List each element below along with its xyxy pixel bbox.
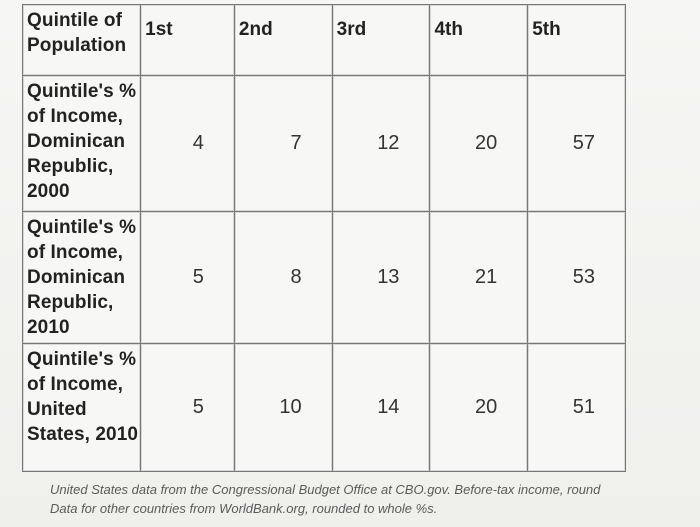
table-row [23, 344, 626, 472]
row-header-dr-2000 [23, 76, 141, 212]
column-header-label: 2nd [238, 19, 273, 40]
table-cell: 7 [234, 76, 332, 212]
table-cell: 4 [141, 76, 235, 212]
table-cell: 20 [430, 344, 528, 472]
table-cell: 8 [234, 212, 332, 344]
row-header-label: Quintile's % of Income, United States, 2010 [27, 349, 139, 445]
column-header-1st [141, 5, 235, 76]
corner-header-label: Quintile of Population [27, 10, 127, 56]
table-cell: 10 [234, 344, 332, 472]
table-cell: 12 [332, 76, 430, 212]
column-header-label: 4th [434, 19, 463, 40]
table-header-row [23, 5, 626, 76]
table-cell: 14 [332, 344, 430, 472]
corner-header-cell [23, 5, 141, 76]
table-cell: 5 [141, 212, 235, 344]
source-note [50, 480, 700, 518]
column-header-3rd [332, 5, 430, 76]
row-header-dr-2010 [23, 212, 141, 344]
row-header-label: Quintile's % of Income, Dominican Republic, 2010 [27, 217, 137, 338]
table-cell: 20 [430, 76, 528, 212]
table-cell: 51 [528, 344, 626, 472]
table-cell: 53 [528, 212, 626, 344]
row-header-label: Quintile's % of Income, Dominican Republic, 2000 [27, 81, 137, 202]
column-header-4th [430, 5, 528, 76]
column-header-5th [528, 5, 626, 76]
column-header-label: 3rd [336, 19, 367, 40]
table-cell: 57 [528, 76, 626, 212]
source-note-line: Data for other countries from WorldBank.org, rounded to whole %s. [50, 501, 438, 516]
column-header-2nd [234, 5, 332, 76]
table-cell: 21 [430, 212, 528, 344]
column-header-label: 5th [532, 19, 561, 40]
table-row [23, 212, 626, 344]
table-cell: 5 [141, 344, 235, 472]
source-note-line: United States data from the Congressional Budget Office at CBO.gov. Before-tax income, round [50, 482, 601, 497]
table-cell: 13 [332, 212, 430, 344]
column-header-label: 1st [145, 19, 173, 40]
row-header-us-2010 [23, 344, 141, 472]
income-quintile-table [22, 4, 626, 472]
table-row [23, 76, 626, 212]
